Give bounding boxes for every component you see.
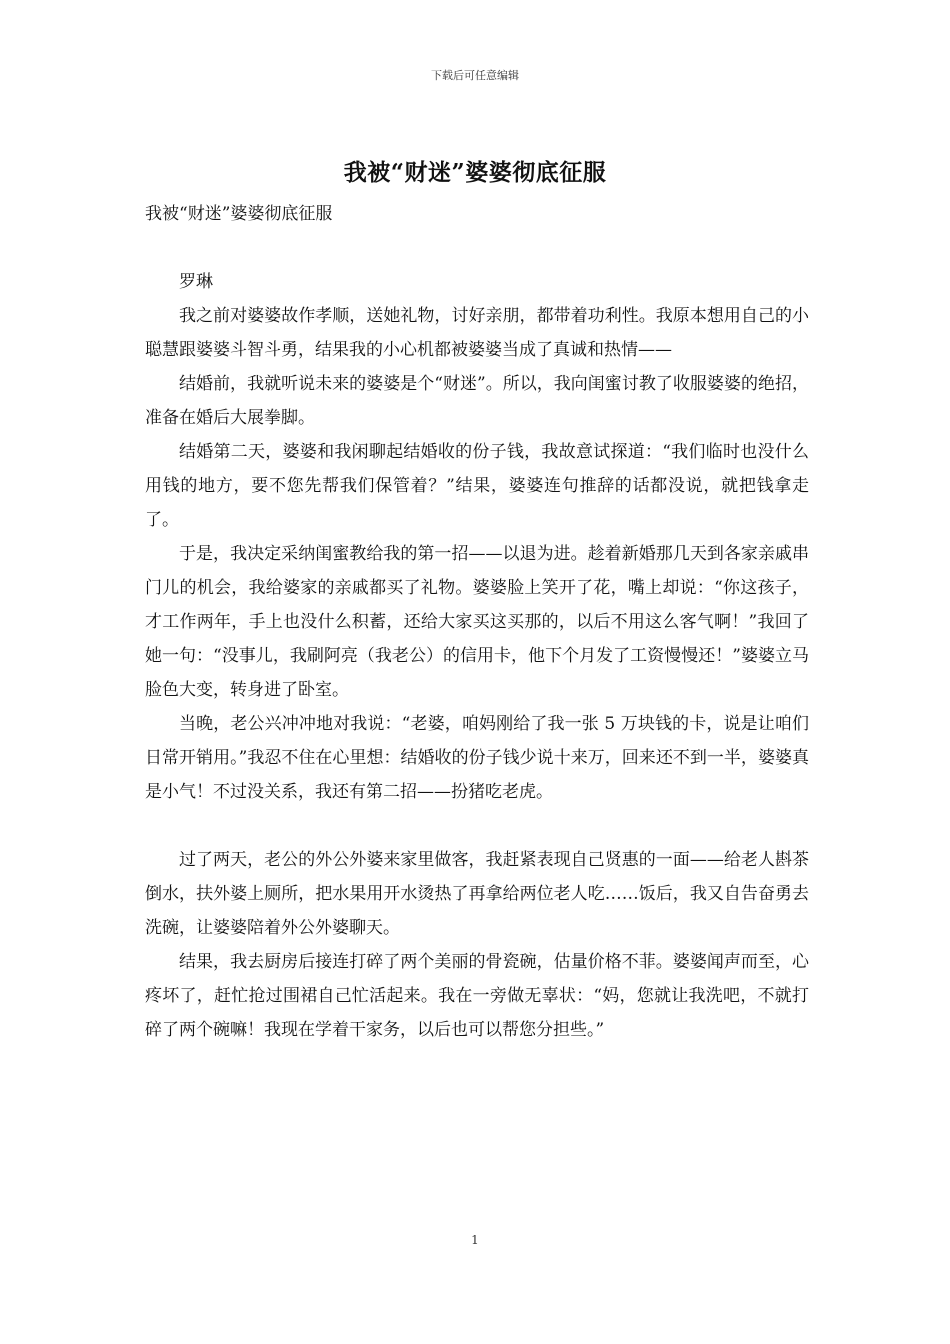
paragraph: 于是，我决定采纳闺蜜教给我的第一招——以退为进。趁着新婚那几天到各家亲戚串门儿的机会，我给婆家的亲戚都买了礼物。婆婆脸上笑开了花，嘴上却说：“你这孩子，才工作两年，手上也没什么积蓄，还给大家买这买那的，以后不用这么客气啊！”我回了她一句：“没事儿，我刷阿亮（我老公）的信用卡，他下个月发了工资慢慢还！”婆婆立马脸色大变，转身进了卧室。 <box>145 544 809 700</box>
author-name: 罗琳 <box>179 272 213 292</box>
page-header-note: 下载后可任意编辑 <box>431 69 519 82</box>
paragraph: 结婚第二天，婆婆和我闲聊起结婚收的份子钱，我故意试探道：“我们临时也没什么用钱的地方，要不您先帮我们保管着？”结果，婆婆连句推辞的话都没说，就把钱拿走了。 <box>145 442 809 530</box>
paragraph: 结果，我去厨房后接连打碎了两个美丽的骨瓷碗，估量价格不菲。婆婆闻声而至，心疼坏了，赶忙抢过围裙自己忙活起来。我在一旁做无辜状：“妈，您就让我洗吧，不就打碎了两个碗嘛！我现在学着干家务，以后也可以帮您分担些。” <box>145 952 809 1040</box>
document-body <box>145 197 809 1047</box>
page-number: 1 <box>471 1233 479 1247</box>
paragraph: 我之前对婆婆故作孝顺，送她礼物，讨好亲朋，都带着功利性。我原本想用自己的小聪慧跟婆婆斗智斗勇，结果我的小心机都被婆婆当成了真诚和热情—— <box>145 306 809 360</box>
paragraph: 当晚，老公兴冲冲地对我说：“老婆，咱妈刚给了我一张 5 万块钱的卡，说是让咱们日常开销用。”我忍不住在心里想：结婚收的份子钱少说十来万，回来还不到一半，婆婆真是小气！不过没关系，我还有第二招——扮猪吃老虎。 <box>145 714 809 802</box>
blank-line <box>145 231 809 265</box>
paragraph: 过了两天，老公的外公外婆来家里做客，我赶紧表现自己贤惠的一面——给老人斟茶倒水，扶外婆上厕所，把水果用开水烫热了再拿给两位老人吃……饭后，我又自告奋勇去洗碗，让婆婆陪着外公外婆聊天。 <box>145 850 809 938</box>
document-subtitle: 我被“财迷”婆婆彻底征服 <box>145 204 333 224</box>
document-title: 我被“财迷”婆婆彻底征服 <box>343 159 607 186</box>
blank-line <box>145 809 809 843</box>
paragraph: 结婚前，我就听说未来的婆婆是个“财迷”。所以，我向闺蜜讨教了收服婆婆的绝招，准备在婚后大展拳脚。 <box>145 374 809 428</box>
